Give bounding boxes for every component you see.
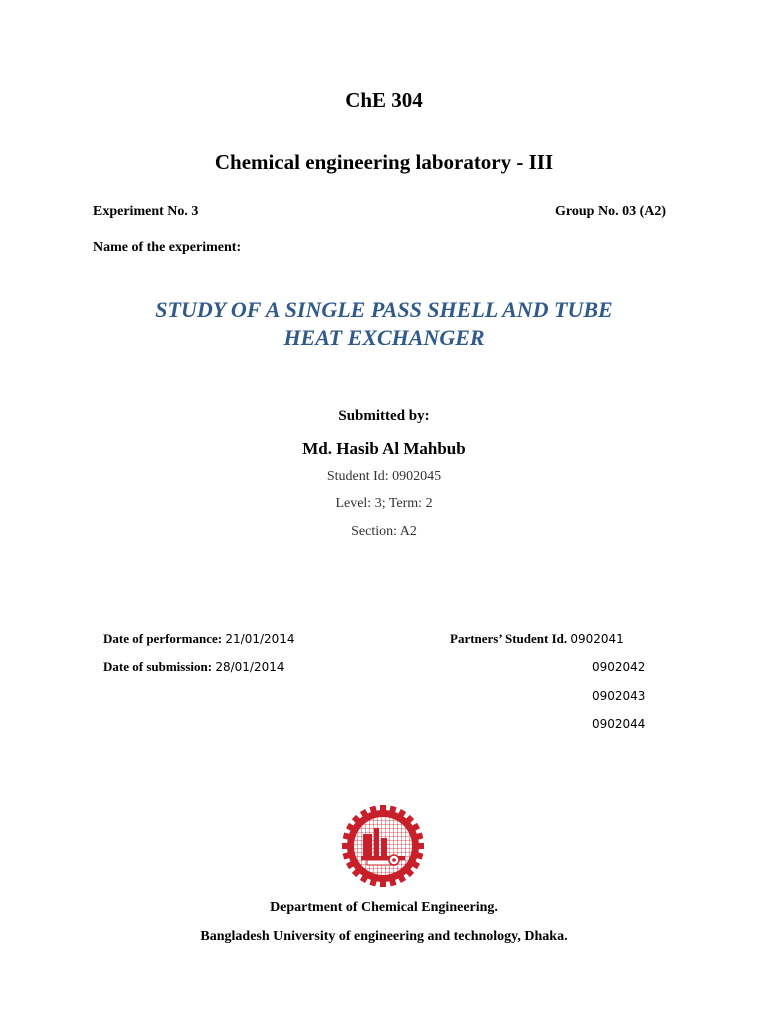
section: Section: A2 <box>351 524 417 539</box>
submission-label: Date of submission: <box>103 659 213 674</box>
experiment-title-line1: STUDY OF A SINGLE PASS SHELL AND TUBE <box>155 297 613 322</box>
student-id: Student Id: 0902045 <box>326 469 442 484</box>
date-of-submission <box>103 659 285 675</box>
date-of-performance <box>103 631 295 647</box>
level-term: Level: 3; Term: 2 <box>335 496 433 511</box>
university-name: Bangladesh University of engineering and technology, Dhaka. <box>200 929 568 944</box>
partner-id: 0902044 <box>592 717 646 731</box>
author-name: Md. Hasib Al Mahbub <box>302 439 466 458</box>
partners-label: Partners’ Student Id. <box>450 631 568 646</box>
experiment-name-label: Name of the experiment: <box>93 240 242 255</box>
partner-id: 0902041 <box>570 632 624 646</box>
experiment-number: Experiment No. 3 <box>93 204 199 219</box>
partner-id: 0902043 <box>592 689 646 703</box>
university-seal-icon <box>341 804 425 888</box>
experiment-title-line2: HEAT EXCHANGER <box>283 325 485 350</box>
group-number: Group No. 03 (A2) <box>555 204 666 219</box>
course-code: ChE 304 <box>345 88 423 112</box>
department-name: Department of Chemical Engineering. <box>270 900 498 915</box>
submission-value: 28/01/2014 <box>215 660 285 674</box>
course-name: Chemical engineering laboratory - III <box>214 150 554 174</box>
performance-value: 21/01/2014 <box>225 632 295 646</box>
performance-label: Date of performance: <box>103 631 223 646</box>
partners-student-ids <box>450 631 624 647</box>
submitted-by-label: Submitted by: <box>338 408 430 424</box>
partner-id: 0902042 <box>592 660 646 674</box>
